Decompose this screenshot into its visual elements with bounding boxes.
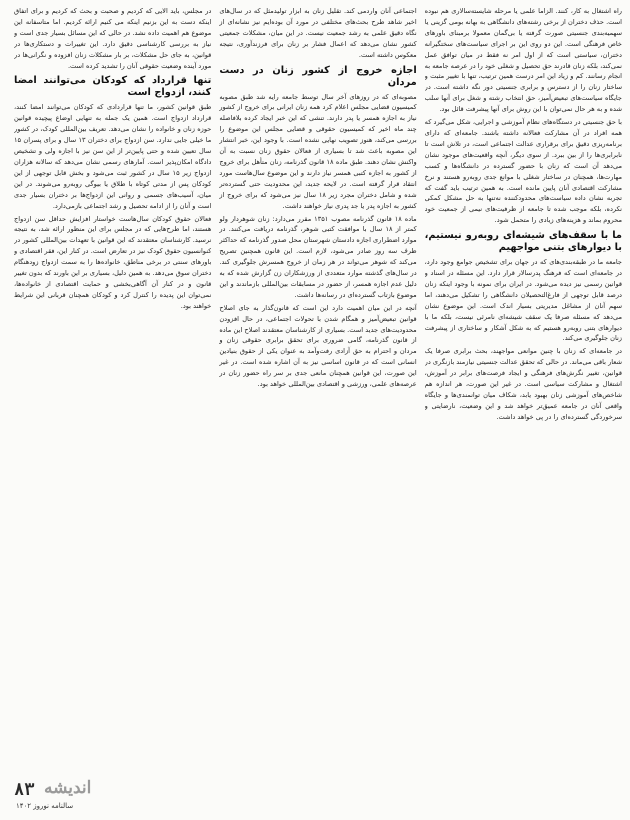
magazine-logo: اندیشه — [44, 778, 92, 798]
subheading: اجازه خروج از کشور زنان در دست مردان — [219, 64, 417, 88]
paragraph: اجتماعی آنان واردمی کند. تقلیل زنان به ابزار تولیدمثل که در سال‌های اخیر شاهد طرح بحث‌های مختلفی در مورد آن بوده‌ایم نیز نشانه‌ای از نگاه دقیق علمی به رشد جمعیت نیست. در این میان، مشکلات جمعیتی کشور نشان می‌دهد که اعمال فشار بر زنان برای فرزندآوری، نتیجه معکوس داشته است. — [219, 7, 417, 59]
paragraph: جامعه ما در طبقه‌بندی‌های که در جهان برای تشخیص جوامع وجود دارد، در جامعه‌ای است که فرهنگ پدرسالار قرار دارد. این مسئله در اسناد و قوانین رسمی نیز دیده می‌شود. در ایران برای نمونه با وجود اینکه زنان درصد قابل توجهی از فارغ‌التحصیلان دانشگاهی را تشکیل می‌دهند، اما سهم آنان از مشاغل مدیریتی بسیار اندک است. این موضوع نشان می‌دهد که مسئله صرفا یک سقف شیشه‌ای نامرئی نیست، بلکه ما با دیوارهای بتنی روبه‌رو هستیم که به شکل آشکار و ساختاری از پیشرفت زنان جلوگیری می‌کند. — [424, 258, 622, 343]
subheading: تنها قرارداد که کودکان می‌توانند امضا کنند، ازدواج است — [14, 75, 212, 99]
paragraph: طبق قوانین کشور، ما تنها قراردادی که کودکان می‌توانند امضا کنند، قرارداد ازدواج است. همین یک جمله به تنهایی اوضاع پیچیده قوانین حوزه زنان و خانواده را نشان می‌دهد. تعریف بین‌المللی کودک، در کشور ما خیلی جایی ندارد. سن ازدواج برای دختران ۱۳ سال و برای پسران ۱۵ سال تعیین شده و حتی پایین‌تر از این سن نیز با اجازه ولی و تشخیص دادگاه امکان‌پذیر است. آمارهای رسمی نشان می‌دهد که سالانه هزاران ازدواج زیر ۱۵ سال در کشور ثبت می‌شود و بخش قابل توجهی از این کودکان پس از مدتی کوتاه با طلاق یا بیوگی روبه‌رو می‌شوند. در این میان، آسیب‌های جسمی و روانی این ازدواج‌ها بر دختران بسیار جدی است و آنان را از ادامه تحصیل و رشد اجتماعی بازمی‌دارد. — [14, 103, 212, 210]
paragraph: آنچه در این میان اهمیت دارد این است که قانون‌گذار به جای اصلاح قوانین تبعیض‌آمیز و همگام شدن با تحولات اجتماعی، در حال افزودن محدودیت‌های جدید است. بسیاری از کارشناسان معتقدند اصلاح این ماده از قانون گذرنامه، گامی ضروری برای تحقق برابری حقوقی زنان و مردان و احترام به حق آزادی رفت‌وآمد به عنوان یکی از حقوق بنیادین انسانی است که در قانون اساسی نیز به آن اشاره شده است. در غیر این صورت، این قوانین همچنان مانعی جدی بر سر راه حضور زنان در عرصه‌های علمی، ورزشی و اقتصادی بین‌المللی خواهد بود. — [219, 303, 417, 389]
paragraph: در مجلس، باید الایی که کردیم و صحبت و بحث که کردیم و برای اتفاق اینکه دست به این بزنیم اینکه می کنیم ارائه کردیم. اما متاسفانه این موضوع هم اهمیت داده نشد. در حالی که این مسائل بسیار جدی است و نیاز به بررسی کارشناسی دقیق دارد. این تغییرات و دستکاری‌ها در قوانین، به جای حل مشکلات، بر بار مشکلات زنان افزوده و نگرانی‌ها در مورد آینده وضعیت حقوقی آنان را تشدید کرده است. — [14, 7, 212, 70]
page-number: ۸۳ — [14, 780, 35, 800]
paragraph: با حق جنسیتی در دستگاه‌های نظام آموزشی و اجرایی، شکل می‌گیرد که همه افراد در آن مشارکت فعالانه داشته باشند. جامعه‌ای که دارای برنامه‌ریزی دقیق برای برقراری عدالت اجتماعی است، در تلاش است تا نابرابری‌ها را از بین ببرد. از سوی دیگر، آنچه واقعیت‌های موجود نشان می‌دهد آن است که زنان با حضور گسترده در دانشگاه‌ها و کسب مهارت‌ها، همچنان در ساختار شغلی با موانع جدی روبه‌رو هستند و نرخ مشارکت اقتصادی آنان پایین مانده است. به همین ترتیب باید گفت که تجربه نشان داده سیاست‌های محدودکننده نه‌تنها به حل مشکل کمکی نکرده، بلکه موجب شده تا جامعه از ظرفیت‌های نیمی از جمعیت خود محروم بماند و هزینه‌های زیادی را متحمل شود. — [424, 118, 622, 225]
column-middle — [219, 6, 416, 780]
paragraph: فعالان حقوق کودکان سال‌هاست خواستار افزایش حداقل سن ازدواج هستند، اما طرح‌هایی که در مجلس برای این منظور ارائه شد، به نتیجه نرسید. کارشناسان معتقدند که این قوانین با تعهدات بین‌المللی کشور در کنوانسیون حقوق کودک نیز در تعارض است. در کنار این، فقر اقتصادی و باورهای سنتی در برخی مناطق، خانواده‌ها را به سمت ازدواج زودهنگام دختران سوق می‌دهد. به همین دلیل، بسیاری بر این باورند که بدون تغییر قانون و در کنار آن آگاهی‌بخشی و حمایت اقتصادی از خانواده‌ها، نمی‌توان این پدیده را کنترل کرد و کودکان همچنان قربانی این شرایط خواهند بود. — [14, 214, 212, 310]
paragraph: مصوبه‌ای که در روزهای آخر سال توسط جامعه رایه شد طبق مصوبه کمیسیون قضایی مجلس اعلام کرد همه زنان ایرانی برای خروج از کشور نیاز به اجازه همسر یا پدر دارند. تنشی که این خبر ایجاد کرده بلافاصله چند ماه اخیر که کمیسیون حقوقی و قضایی مجلس این موضوع را بررسی می‌کند، هنوز تصویب نهایی نشده است. با وجود این، خبر انتشار این مصوبه باعث شد تا بسیاری از فعالان حقوق زنان نسبت به آن واکنش نشان دهند. طبق ماده ۱۸ قانون گذرنامه، زنان متأهل برای خروج از کشور به اجازه کتبی همسر نیاز دارند و این موضوع سال‌هاست مورد انتقاد قرار گرفته است. در لایحه جدید، این محدودیت حتی گسترده‌تر شده و شامل دختران مجرد زیر ۱۸ سال نیز می‌شود که برای خروج از کشور به اجازه پدر یا جد پدری نیاز خواهند داشت. — [219, 92, 417, 210]
column-right — [425, 6, 622, 780]
column-left — [14, 6, 211, 780]
paragraph: راه اشتغال به کار، کنند. الزاما علمی یا مرحله شایسته‌سالاری هم نبوده است. حذف دختران از برخی رشته‌های دانشگاهی به بهانه بومی گزینی یا سهمیه‌بندی جنسیتی صورت گرفته یا بی‌گمان معمولا برمبنای باورهای خاص فرهنگی است. این دو روی این بر اجرای سیاست‌های سختگیرانه دختران، سیاستی است که از اول امر نه فقط در میان توافق عمل نمی‌کند، بلکه زنان قادرند حق تحصیل و شغلی خود را در عرصه جامعه به انجام رسانند. کم و زیاد این امر درست همین ترتیب، تنها با تغییر مثبت و ساختار زنان را از دسترس و برابری جنسیتی دور نگه داشته است. در جایگاه سیاست‌های تبعیض‌آمیز، حق انتخاب رشته و شغل برای آنها سلب شده و به هر حال نمی‌توان با این روش برای آنها پیشرفت قائل بود. — [424, 7, 622, 114]
paragraph: در جامعه‌ای که زنان با چنین موانعی مواجهند، بحث برابری صرفا یک شعار باقی می‌ماند. در حالی که تحقق عدالت جنسیتی نیازمند بازنگری در قوانین، تغییر نگرش‌های فرهنگی و ایجاد فرصت‌های برابر در آموزش، اشتغال و مشارکت سیاسی است. در غیر این صورت، هر اندازه هم شاخص‌های آموزشی زنان بهبود یابد، شکاف میان توانمندی‌ها و جایگاه واقعی آنان در جامعه عمیق‌تر خواهد شد و این وضعیت، نارضایتی و سرخوردگی گسترده‌ای را در پی خواهد داشت. — [424, 347, 622, 421]
issue-label: سالنامه نوروز ۱۴۰۲ — [16, 802, 74, 810]
paragraph: ماده ۱۸ قانون گذرنامه مصوب ۱۳۵۱ مقرر می‌دارد: زنان شوهردار ولو کمتر از ۱۸ سال با موافقت کتبی شوهر، گذرنامه دریافت می‌کنند. در موارد اضطراری اجازه دادستان شهرستان محل صدور گذرنامه که حداکثر ظرف سه روز صادر می‌شود، لازم است. این قانون همچنین تصریح می‌کند که شوهر می‌تواند در هر زمان از خروج همسرش جلوگیری کند. در سال‌های گذشته موارد متعددی از ورزشکاران زن گزارش شده که به دلیل عدم اجازه همسر، از حضور در مسابقات بین‌المللی بازماندند و این موضوع بازتاب گسترده‌ای در رسانه‌ها داشت. — [219, 214, 417, 299]
subheading: ما با سقف‌های شیشه‌ای روبه‌رو نیستیم، با دیوارهای بتنی مواجهیم — [424, 230, 622, 254]
page-footer — [14, 780, 622, 814]
article-columns — [14, 6, 622, 780]
